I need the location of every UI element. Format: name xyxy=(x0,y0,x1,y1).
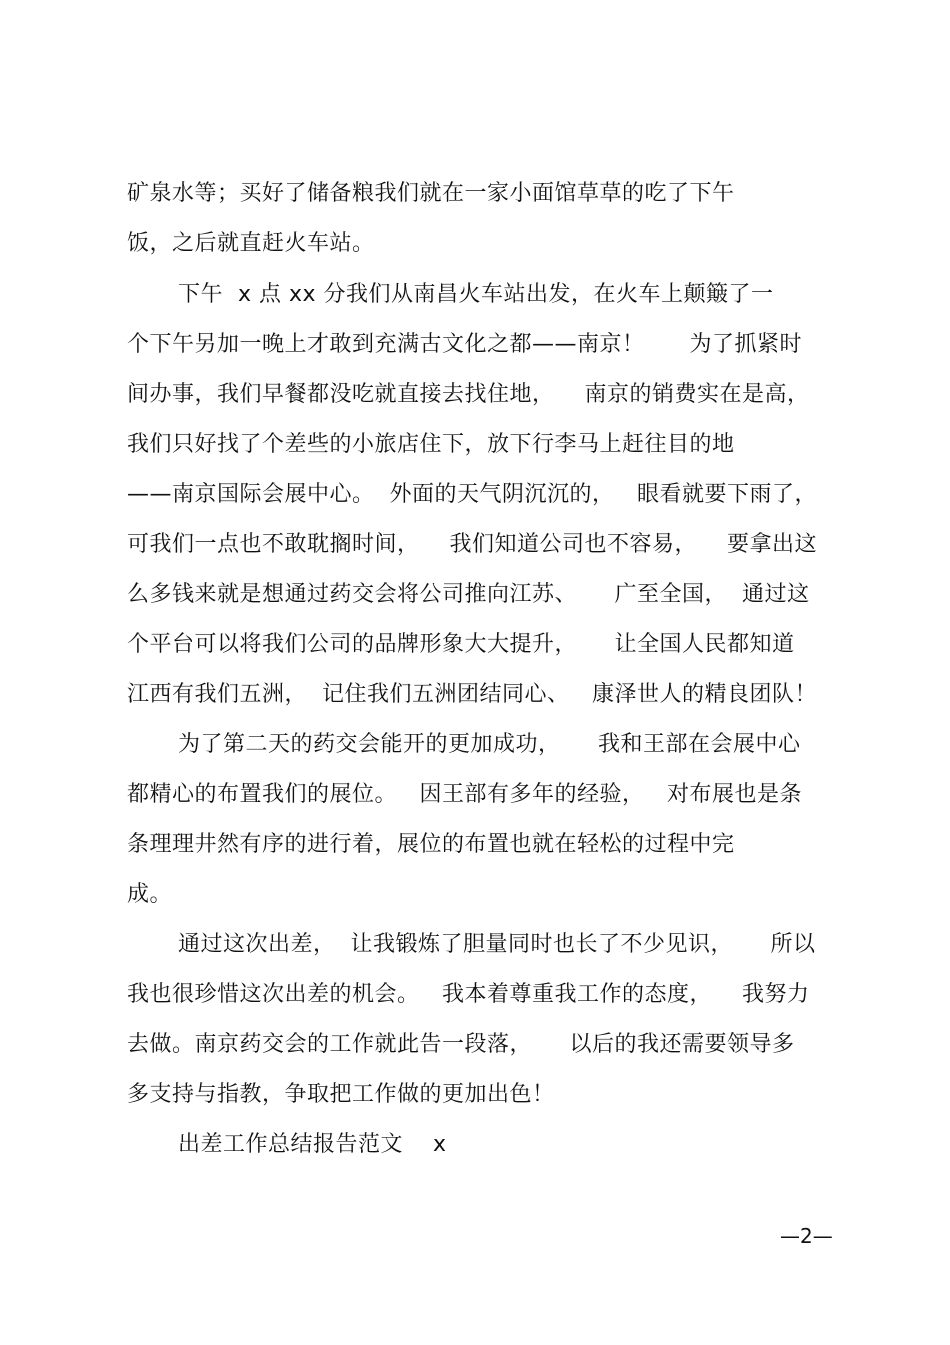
paragraph-start-line: 下午 x 点 xx 分我们从南昌火车站出发，在火车上颠簸了一 xyxy=(178,282,774,307)
text-line: 江西有我们五洲， 记住我们五洲团结同心、 康泽世人的精良团队！ xyxy=(127,682,817,707)
text-line: ——南京国际会展中心。 外面的天气阴沉沉的， 眼看就要下雨了， xyxy=(127,482,817,507)
text-line: 可我们一点也不敢耽搁时间， 我们知道公司也不容易， 要拿出这 xyxy=(127,532,817,557)
text-line: 矿泉水等；买好了储备粮我们就在一家小面馆草草的吃了下午 xyxy=(127,181,735,206)
text-line: 条理理井然有序的进行着，展位的布置也就在轻松的过程中完 xyxy=(127,832,735,857)
text-line: 我们只好找了个差些的小旅店住下，放下行李马上赶往目的地 xyxy=(127,432,735,457)
text-line: 么多钱来就是想通过药交会将公司推向江苏、 广至全国， 通过这 xyxy=(127,582,810,607)
text-line: 个平台可以将我们公司的品牌形象大大提升， 让全国人民都知道 xyxy=(127,632,795,657)
text-line: 多支持与指教，争取把工作做的更加出色！ xyxy=(127,1082,555,1107)
text-line: 我也很珍惜这次出差的机会。 我本着尊重我工作的态度， 我努力 xyxy=(127,982,810,1007)
paragraph-start-line: 为了第二天的药交会能开的更加成功， 我和王部在会展中心 xyxy=(178,732,801,757)
text-line: 去做。南京药交会的工作就此告一段落， 以后的我还需要领导多 xyxy=(127,1032,795,1057)
text-line: 都精心的布置我们的展位。 因王部有多年的经验， 对布展也是条 xyxy=(127,782,802,807)
text-line: 个下午另加一晚上才敢到充满古文化之都——南京！ 为了抓紧时 xyxy=(127,332,802,357)
text-line: 成。 xyxy=(127,882,173,907)
paragraph-start-line: 通过这次出差， 让我锻炼了胆量同时也长了不少见识， 所以 xyxy=(178,932,816,957)
text-line: 间办事，我们早餐都没吃就直接去找住地， 南京的销费实在是高， xyxy=(127,382,810,407)
section-heading-line: 出差工作总结报告范文 x xyxy=(178,1132,447,1157)
text-line: 饭，之后就直赶火车站。 xyxy=(127,231,375,256)
page-number: —2— xyxy=(780,1224,833,1248)
